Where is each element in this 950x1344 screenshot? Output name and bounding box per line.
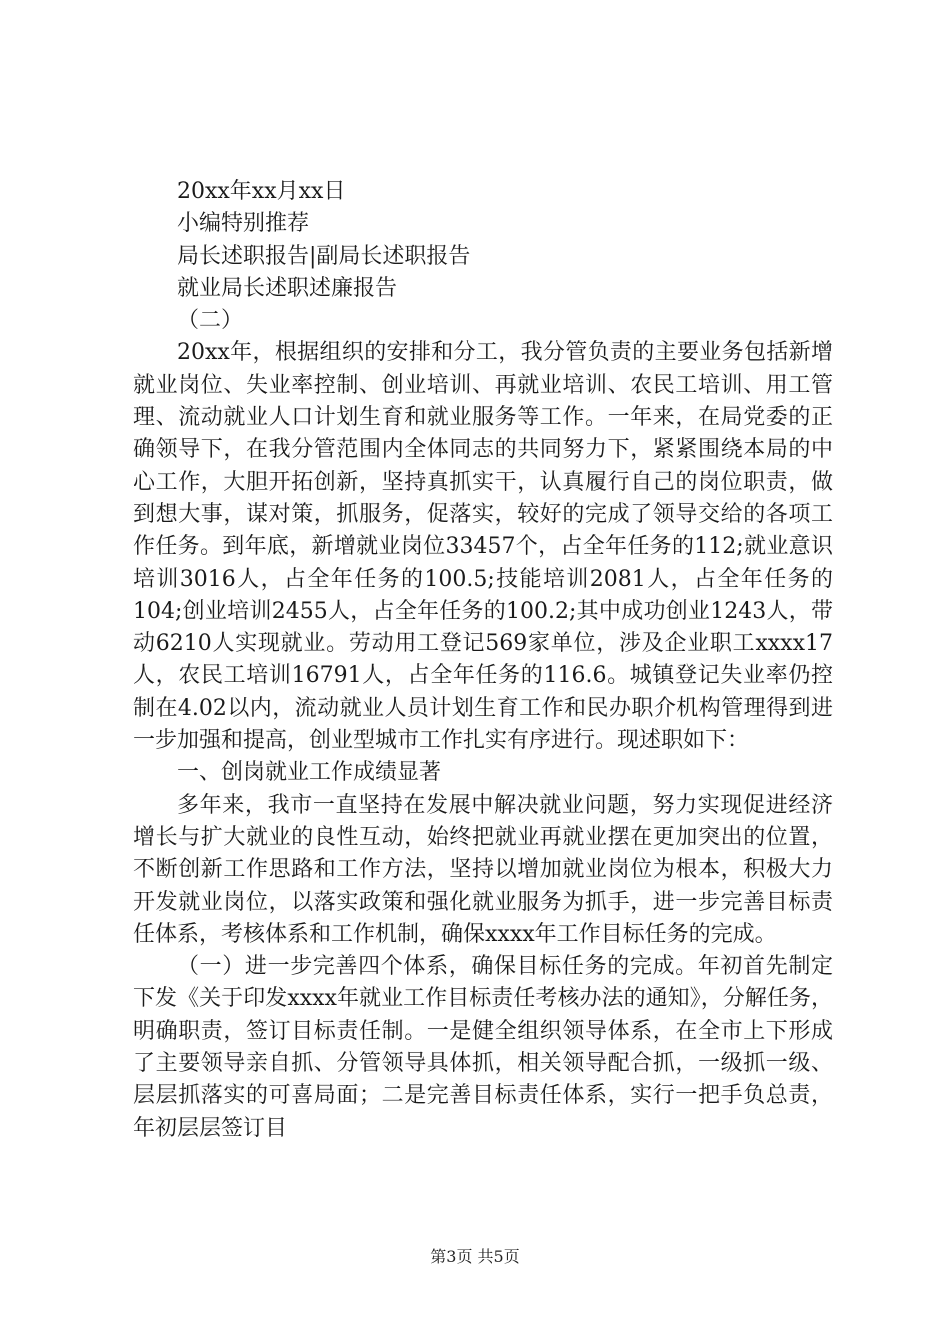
section-mark-line: （二） (177, 308, 244, 334)
document-body (133, 176, 833, 1145)
recommend-line: 小编特别推荐 (177, 211, 310, 237)
date-line: 20xx年xx月xx日 (177, 179, 346, 204)
paragraph-summary: 20xx年，根据组织的安排和分工，我分管负责的主要业务包括新增就业岗位、失业率控制、创业培训、再就业培训、农民工培训、用工管理、流动就业人口计划生育和就业服务等工作。一年来，在局党委的正确领导下，在我分管范围内全体同志的共同努力下，紧紧围绕本局的中心工作，大胆开拓创新，坚持真抓实干，认真履行自己的岗位职责，做到想大事，谋对策，抓服务，促落实，较好的完成了领导交给的各项工作任务。到年底，新增就业岗位33457个，占全年任务的112;就业意识培训3016人，占全年任务的100.5;技能培训2081人，占全年任务的104;创业培训2455人，占全年任务的100.2;其中成功创业1243人，带动6210人实现就业。劳动用工登记569家单位，涉及企业职工xxxx17人，农民工培训16791人，占全年任务的116.6。城镇登记失业率仍控制在4.02以内，流动就业人员计划生育工作和民办职介机构管理得到进一步加强和提高，创业型城市工作扎实有序进行。现述职如下： (133, 340, 833, 754)
article-title-line: 就业局长述职述廉报告 (177, 275, 398, 301)
page-footer: 第3页 共5页 (430, 1247, 520, 1266)
related-links-line: 局长述职报告|副局长述职报告 (177, 243, 471, 269)
section-heading: 一、创岗就业工作成绩显著 (177, 760, 442, 786)
paragraph-subsection-one: （一）进一步完善四个体系，确保目标任务的完成。年初首先制定下发《关于印发xxxx年就业工作目标责任考核办法的通知》，分解任务，明确职责，签订目标责任制。一是健全组织领导体系，在全市上下形成了主要领导亲自抓、分管领导具体抓，相关领导配合抓，一级抓一级、层层抓落实的可喜局面；二是完善目标责任体系，实行一把手负总责，年初层层签订目 (133, 954, 833, 1141)
paragraph-overview: 多年来，我市一直坚持在发展中解决就业问题，努力实现促进经济增长与扩大就业的良性互动，始终把就业再就业摆在更加突出的位置，不断创新工作思路和工作方法，坚持以增加就业岗位为根本，积极大力开发就业岗位，以落实政策和强化就业服务为抓手，进一步完善目标责任体系，考核体系和工作机制，确保xxxx年工作目标任务的完成。 (133, 792, 833, 947)
